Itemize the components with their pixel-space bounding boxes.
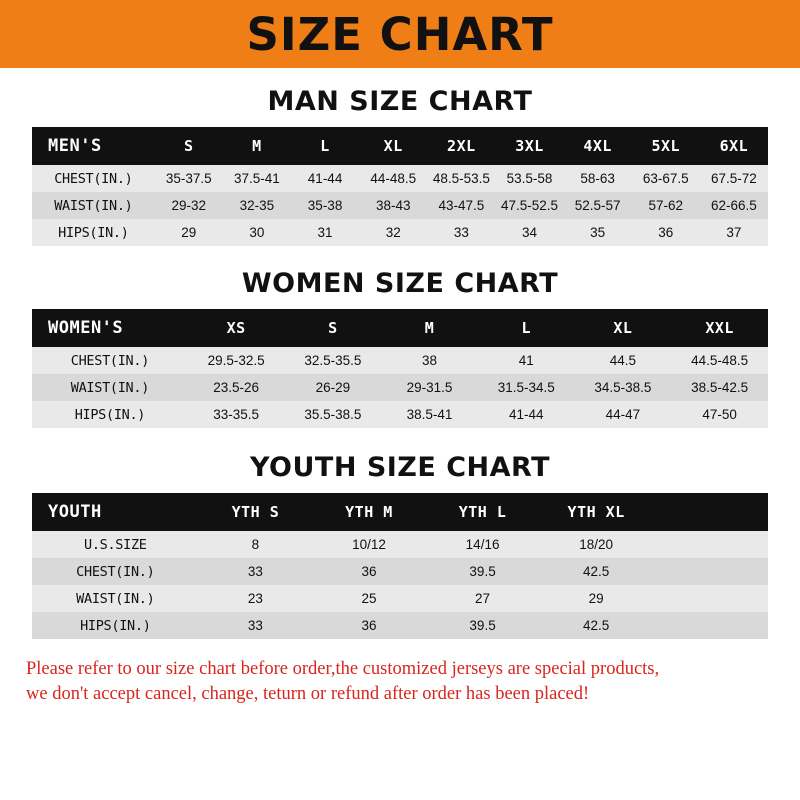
youth-table-body [32, 531, 768, 639]
table-row [32, 192, 768, 219]
women-header-cell-4: L [478, 309, 575, 347]
women-size-table [32, 309, 768, 428]
men-row-2-val-0: 29 [155, 219, 223, 246]
page-banner [0, 0, 800, 68]
men-row-0-val-6: 58-63 [564, 165, 632, 192]
table-row [32, 401, 768, 428]
youth-row-0-val-3: 18/20 [539, 531, 653, 558]
men-row-1-val-1: 32-35 [223, 192, 291, 219]
men-header-cell-5: 2XL [427, 127, 495, 165]
women-row-2-val-3: 41-44 [478, 401, 575, 428]
women-header-cell-1: XS [188, 309, 285, 347]
men-table-body [32, 165, 768, 246]
youth-row-1-label: CHEST(IN.) [32, 558, 199, 585]
women-header-cell-0: WOMEN'S [32, 309, 188, 347]
table-row [32, 531, 768, 558]
table-row [32, 219, 768, 246]
men-row-2-val-5: 34 [495, 219, 563, 246]
men-section-title: MAN SIZE CHART [267, 86, 533, 117]
youth-row-3-label: HIPS(IN.) [32, 612, 199, 639]
women-row-1-val-2: 29-31.5 [381, 374, 478, 401]
women-row-1-val-0: 23.5-26 [188, 374, 285, 401]
men-row-0-val-0: 35-37.5 [155, 165, 223, 192]
youth-header-cell-0: YOUTH [32, 493, 199, 531]
youth-row-1-val-4 [653, 558, 768, 585]
men-header-cell-9: 6XL [700, 127, 768, 165]
youth-row-3-val-1: 36 [312, 612, 426, 639]
youth-row-2-label: WAIST(IN.) [32, 585, 199, 612]
men-row-1-val-8: 62-66.5 [700, 192, 768, 219]
men-row-1-val-2: 35-38 [291, 192, 359, 219]
men-header-cell-3: L [291, 127, 359, 165]
men-row-0-val-5: 53.5-58 [495, 165, 563, 192]
women-row-2-val-2: 38.5-41 [381, 401, 478, 428]
women-row-1-val-5: 38.5-42.5 [671, 374, 768, 401]
youth-row-1-val-3: 42.5 [539, 558, 653, 585]
women-row-1-val-3: 31.5-34.5 [478, 374, 575, 401]
youth-header-cell-4: YTH XL [539, 493, 653, 531]
youth-row-0-label: U.S.SIZE [32, 531, 199, 558]
men-row-2-val-6: 35 [564, 219, 632, 246]
men-row-2-val-2: 31 [291, 219, 359, 246]
women-row-0-val-0: 29.5-32.5 [188, 347, 285, 374]
youth-row-2-val-3: 29 [539, 585, 653, 612]
men-header-cell-2: M [223, 127, 291, 165]
youth-row-0-val-1: 10/12 [312, 531, 426, 558]
women-header-row [32, 309, 768, 347]
youth-row-3-val-0: 33 [199, 612, 313, 639]
men-row-2-val-1: 30 [223, 219, 291, 246]
men-row-0-val-2: 41-44 [291, 165, 359, 192]
men-row-1-val-3: 38-43 [359, 192, 427, 219]
table-row [32, 347, 768, 374]
men-row-0-val-4: 48.5-53.5 [427, 165, 495, 192]
women-row-0-label: CHEST(IN.) [32, 347, 188, 374]
table-row [32, 558, 768, 585]
women-row-1-val-4: 34.5-38.5 [575, 374, 672, 401]
table-row [32, 585, 768, 612]
youth-row-2-val-0: 23 [199, 585, 313, 612]
women-row-0-val-1: 32.5-35.5 [285, 347, 382, 374]
men-row-1-label: WAIST(IN.) [32, 192, 155, 219]
men-header-cell-4: XL [359, 127, 427, 165]
women-row-0-val-5: 44.5-48.5 [671, 347, 768, 374]
men-row-2-label: HIPS(IN.) [32, 219, 155, 246]
men-header-cell-0: MEN'S [32, 127, 155, 165]
women-header-cell-6: XXL [671, 309, 768, 347]
men-row-1-val-4: 43-47.5 [427, 192, 495, 219]
men-header-cell-7: 4XL [564, 127, 632, 165]
youth-header-cell-5 [653, 493, 768, 531]
youth-row-0-val-0: 8 [199, 531, 313, 558]
youth-row-2-val-2: 27 [426, 585, 540, 612]
men-row-1-val-0: 29-32 [155, 192, 223, 219]
youth-row-0-val-4 [653, 531, 768, 558]
policy-note [26, 657, 774, 707]
men-row-0-label: CHEST(IN.) [32, 165, 155, 192]
men-table-head [32, 127, 768, 165]
youth-row-3-val-2: 39.5 [426, 612, 540, 639]
women-table-head [32, 309, 768, 347]
men-row-2-val-8: 37 [700, 219, 768, 246]
men-row-0-val-7: 63-67.5 [632, 165, 700, 192]
table-row [32, 374, 768, 401]
women-table-body [32, 347, 768, 428]
youth-row-2-val-1: 25 [312, 585, 426, 612]
youth-size-table-wrap [32, 493, 768, 639]
youth-table-head [32, 493, 768, 531]
men-row-0-val-3: 44-48.5 [359, 165, 427, 192]
women-row-2-val-4: 44-47 [575, 401, 672, 428]
youth-header-cell-3: YTH L [426, 493, 540, 531]
youth-row-0-val-2: 14/16 [426, 531, 540, 558]
women-row-2-val-0: 33-35.5 [188, 401, 285, 428]
youth-section-title: YOUTH SIZE CHART [249, 452, 551, 483]
women-row-1-label: WAIST(IN.) [32, 374, 188, 401]
men-header-cell-1: S [155, 127, 223, 165]
men-size-table-wrap [32, 127, 768, 246]
table-row [32, 165, 768, 192]
men-row-1-val-7: 57-62 [632, 192, 700, 219]
women-section-title: WOMEN SIZE CHART [241, 268, 559, 299]
youth-header-cell-1: YTH S [199, 493, 313, 531]
youth-header-cell-2: YTH M [312, 493, 426, 531]
youth-row-3-val-4 [653, 612, 768, 639]
youth-row-1-val-0: 33 [199, 558, 313, 585]
women-row-0-val-4: 44.5 [575, 347, 672, 374]
youth-size-table [32, 493, 768, 639]
men-header-cell-6: 3XL [495, 127, 563, 165]
youth-header-row [32, 493, 768, 531]
women-size-table-wrap [32, 309, 768, 428]
youth-row-1-val-1: 36 [312, 558, 426, 585]
youth-row-3-val-3: 42.5 [539, 612, 653, 639]
women-row-2-label: HIPS(IN.) [32, 401, 188, 428]
men-header-row [32, 127, 768, 165]
women-row-2-val-5: 47-50 [671, 401, 768, 428]
men-row-1-val-6: 52.5-57 [564, 192, 632, 219]
men-row-2-val-7: 36 [632, 219, 700, 246]
women-row-0-val-2: 38 [381, 347, 478, 374]
men-row-2-val-3: 32 [359, 219, 427, 246]
women-row-1-val-1: 26-29 [285, 374, 382, 401]
policy-note-line-2: we don't accept cancel, change, teturn or refund after order has been placed! [26, 683, 590, 704]
women-header-cell-3: M [381, 309, 478, 347]
men-size-table [32, 127, 768, 246]
men-header-cell-8: 5XL [632, 127, 700, 165]
youth-row-1-val-2: 39.5 [426, 558, 540, 585]
page-title: SIZE CHART [246, 7, 554, 61]
women-header-cell-2: S [285, 309, 382, 347]
table-row [32, 612, 768, 639]
youth-row-2-val-4 [653, 585, 768, 612]
policy-note-line-1: Please refer to our size chart before order,the customized jerseys are special products, [26, 659, 660, 679]
women-row-0-val-3: 41 [478, 347, 575, 374]
men-row-2-val-4: 33 [427, 219, 495, 246]
men-row-0-val-8: 67.5-72 [700, 165, 768, 192]
men-row-0-val-1: 37.5-41 [223, 165, 291, 192]
women-header-cell-5: XL [575, 309, 672, 347]
women-row-2-val-1: 35.5-38.5 [285, 401, 382, 428]
men-row-1-val-5: 47.5-52.5 [495, 192, 563, 219]
